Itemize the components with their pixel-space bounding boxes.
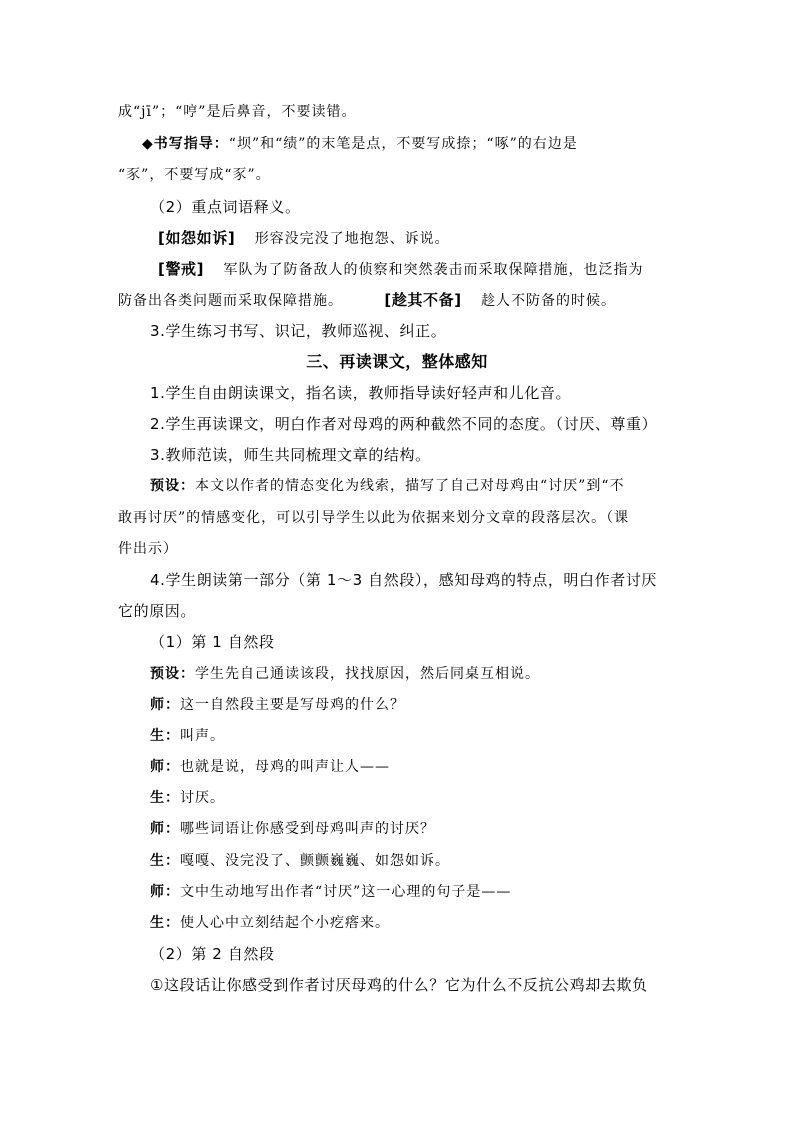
writing-guidance-label: ◆书写指导： bbox=[142, 136, 229, 152]
text-line: 敢再讨厌”的情感变化，可以引导学生以此为依据来划分文章的段落层次。（课 bbox=[118, 510, 630, 526]
writing-guidance-text: “坝”和“绩”的末笔是点，不要写成捺；“啄”的右边是 bbox=[228, 136, 578, 152]
dialogue-text: 使人心中立刻结起个小疙瘩来。 bbox=[180, 915, 390, 931]
section-label: （2）第 2 自然段 bbox=[150, 945, 275, 963]
dialogue-line bbox=[150, 913, 710, 933]
term-text: 趁人不防备的时候。 bbox=[481, 293, 617, 309]
dialogue-line bbox=[150, 788, 710, 808]
term-label: [警戒] bbox=[158, 260, 205, 278]
dialogue-speaker: 师： bbox=[150, 821, 180, 837]
dialogue-text: 文中生动地写出作者“讨厌”这一心理的句子是—— bbox=[180, 884, 512, 900]
dialogue-speaker: 生： bbox=[150, 790, 180, 806]
text-line: 3.教师范读，师生共同梳理文章的结构。 bbox=[150, 446, 431, 464]
term-text: 军队为了防备敌人的侦察和突然袭击而采取保障措施，也泛指为 bbox=[223, 262, 644, 278]
text-line: 件出示） bbox=[118, 541, 178, 557]
dialogue-speaker: 生： bbox=[150, 728, 180, 744]
dialogue-text: 也就是说，母鸡的叫声让人—— bbox=[180, 759, 390, 775]
dialogue-line bbox=[150, 819, 710, 839]
text-line: 2.学生再读课文，明白作者对母鸡的两种截然不同的态度。（讨厌、尊重） bbox=[150, 415, 658, 433]
dialogue-line bbox=[150, 757, 710, 777]
dialogue-speaker: 生： bbox=[150, 853, 180, 869]
term-label: [趁其不备] bbox=[384, 291, 462, 309]
preset-line bbox=[150, 664, 710, 684]
text-line: “豕”，不要写成“豕”。 bbox=[118, 167, 271, 183]
term-text: 形容没完没了地抱怨、诉说。 bbox=[254, 231, 450, 247]
dialogue-line bbox=[150, 882, 710, 902]
term-text: 防备出各类问题而采取保障措施。 bbox=[118, 293, 343, 309]
term-definition bbox=[158, 228, 718, 249]
dialogue-text: 这一自然段主要是写母鸡的什么？ bbox=[180, 697, 405, 713]
dialogue-speaker: 师： bbox=[150, 884, 180, 900]
term-definition bbox=[158, 259, 718, 280]
dialogue-text: 叫声。 bbox=[180, 728, 225, 744]
text-line: ①这段话让你感受到作者讨厌母鸡的什么？它为什么不反抗公鸡却去欺负 bbox=[150, 976, 648, 994]
section-label: （2）重点词语释义。 bbox=[150, 198, 301, 216]
dialogue-speaker: 生： bbox=[150, 915, 180, 931]
dialogue-speaker: 师： bbox=[150, 697, 180, 713]
term-definition bbox=[118, 290, 678, 311]
term-label: [如怨如诉] bbox=[158, 229, 236, 247]
text-line: 1.学生自由朗读课文，指名读，教师指导读好轻声和儿化音。 bbox=[150, 384, 572, 402]
preset-label: 预设： bbox=[150, 478, 195, 494]
text-line: 3.学生练习书写、识记，教师巡视、纠正。 bbox=[150, 322, 447, 340]
dialogue-text: 讨厌。 bbox=[180, 790, 225, 806]
writing-guidance-line bbox=[142, 134, 702, 154]
dialogue-text: 嘎嘎、没完没了、颤颤巍巍、如怨如诉。 bbox=[180, 853, 450, 869]
preset-line bbox=[150, 476, 710, 496]
dialogue-text: 哪些词语让你感受到母鸡叫声的讨厌？ bbox=[180, 821, 435, 837]
section-label: （1）第 1 自然段 bbox=[150, 633, 275, 651]
dialogue-line bbox=[150, 726, 710, 746]
text-line: 成“jī”；“哼”是后鼻音，不要读错。 bbox=[118, 104, 357, 120]
preset-label: 预设： bbox=[150, 666, 195, 682]
section-heading: 三、再读课文，整体感知 bbox=[306, 352, 488, 371]
dialogue-line bbox=[150, 851, 710, 871]
text-line: 它的原因。 bbox=[118, 602, 197, 620]
preset-text: 学生先自己通读该段，找找原因，然后同桌互相说。 bbox=[195, 666, 540, 682]
dialogue-line bbox=[150, 695, 710, 715]
text-line: 4.学生朗读第一部分（第 1～3 自然段），感知母鸡的特点，明白作者讨厌 bbox=[150, 571, 658, 589]
preset-text: 本文以作者的情态变化为线索，描写了自己对母鸡由“讨厌”到“不 bbox=[195, 478, 625, 494]
dialogue-speaker: 师： bbox=[150, 759, 180, 775]
